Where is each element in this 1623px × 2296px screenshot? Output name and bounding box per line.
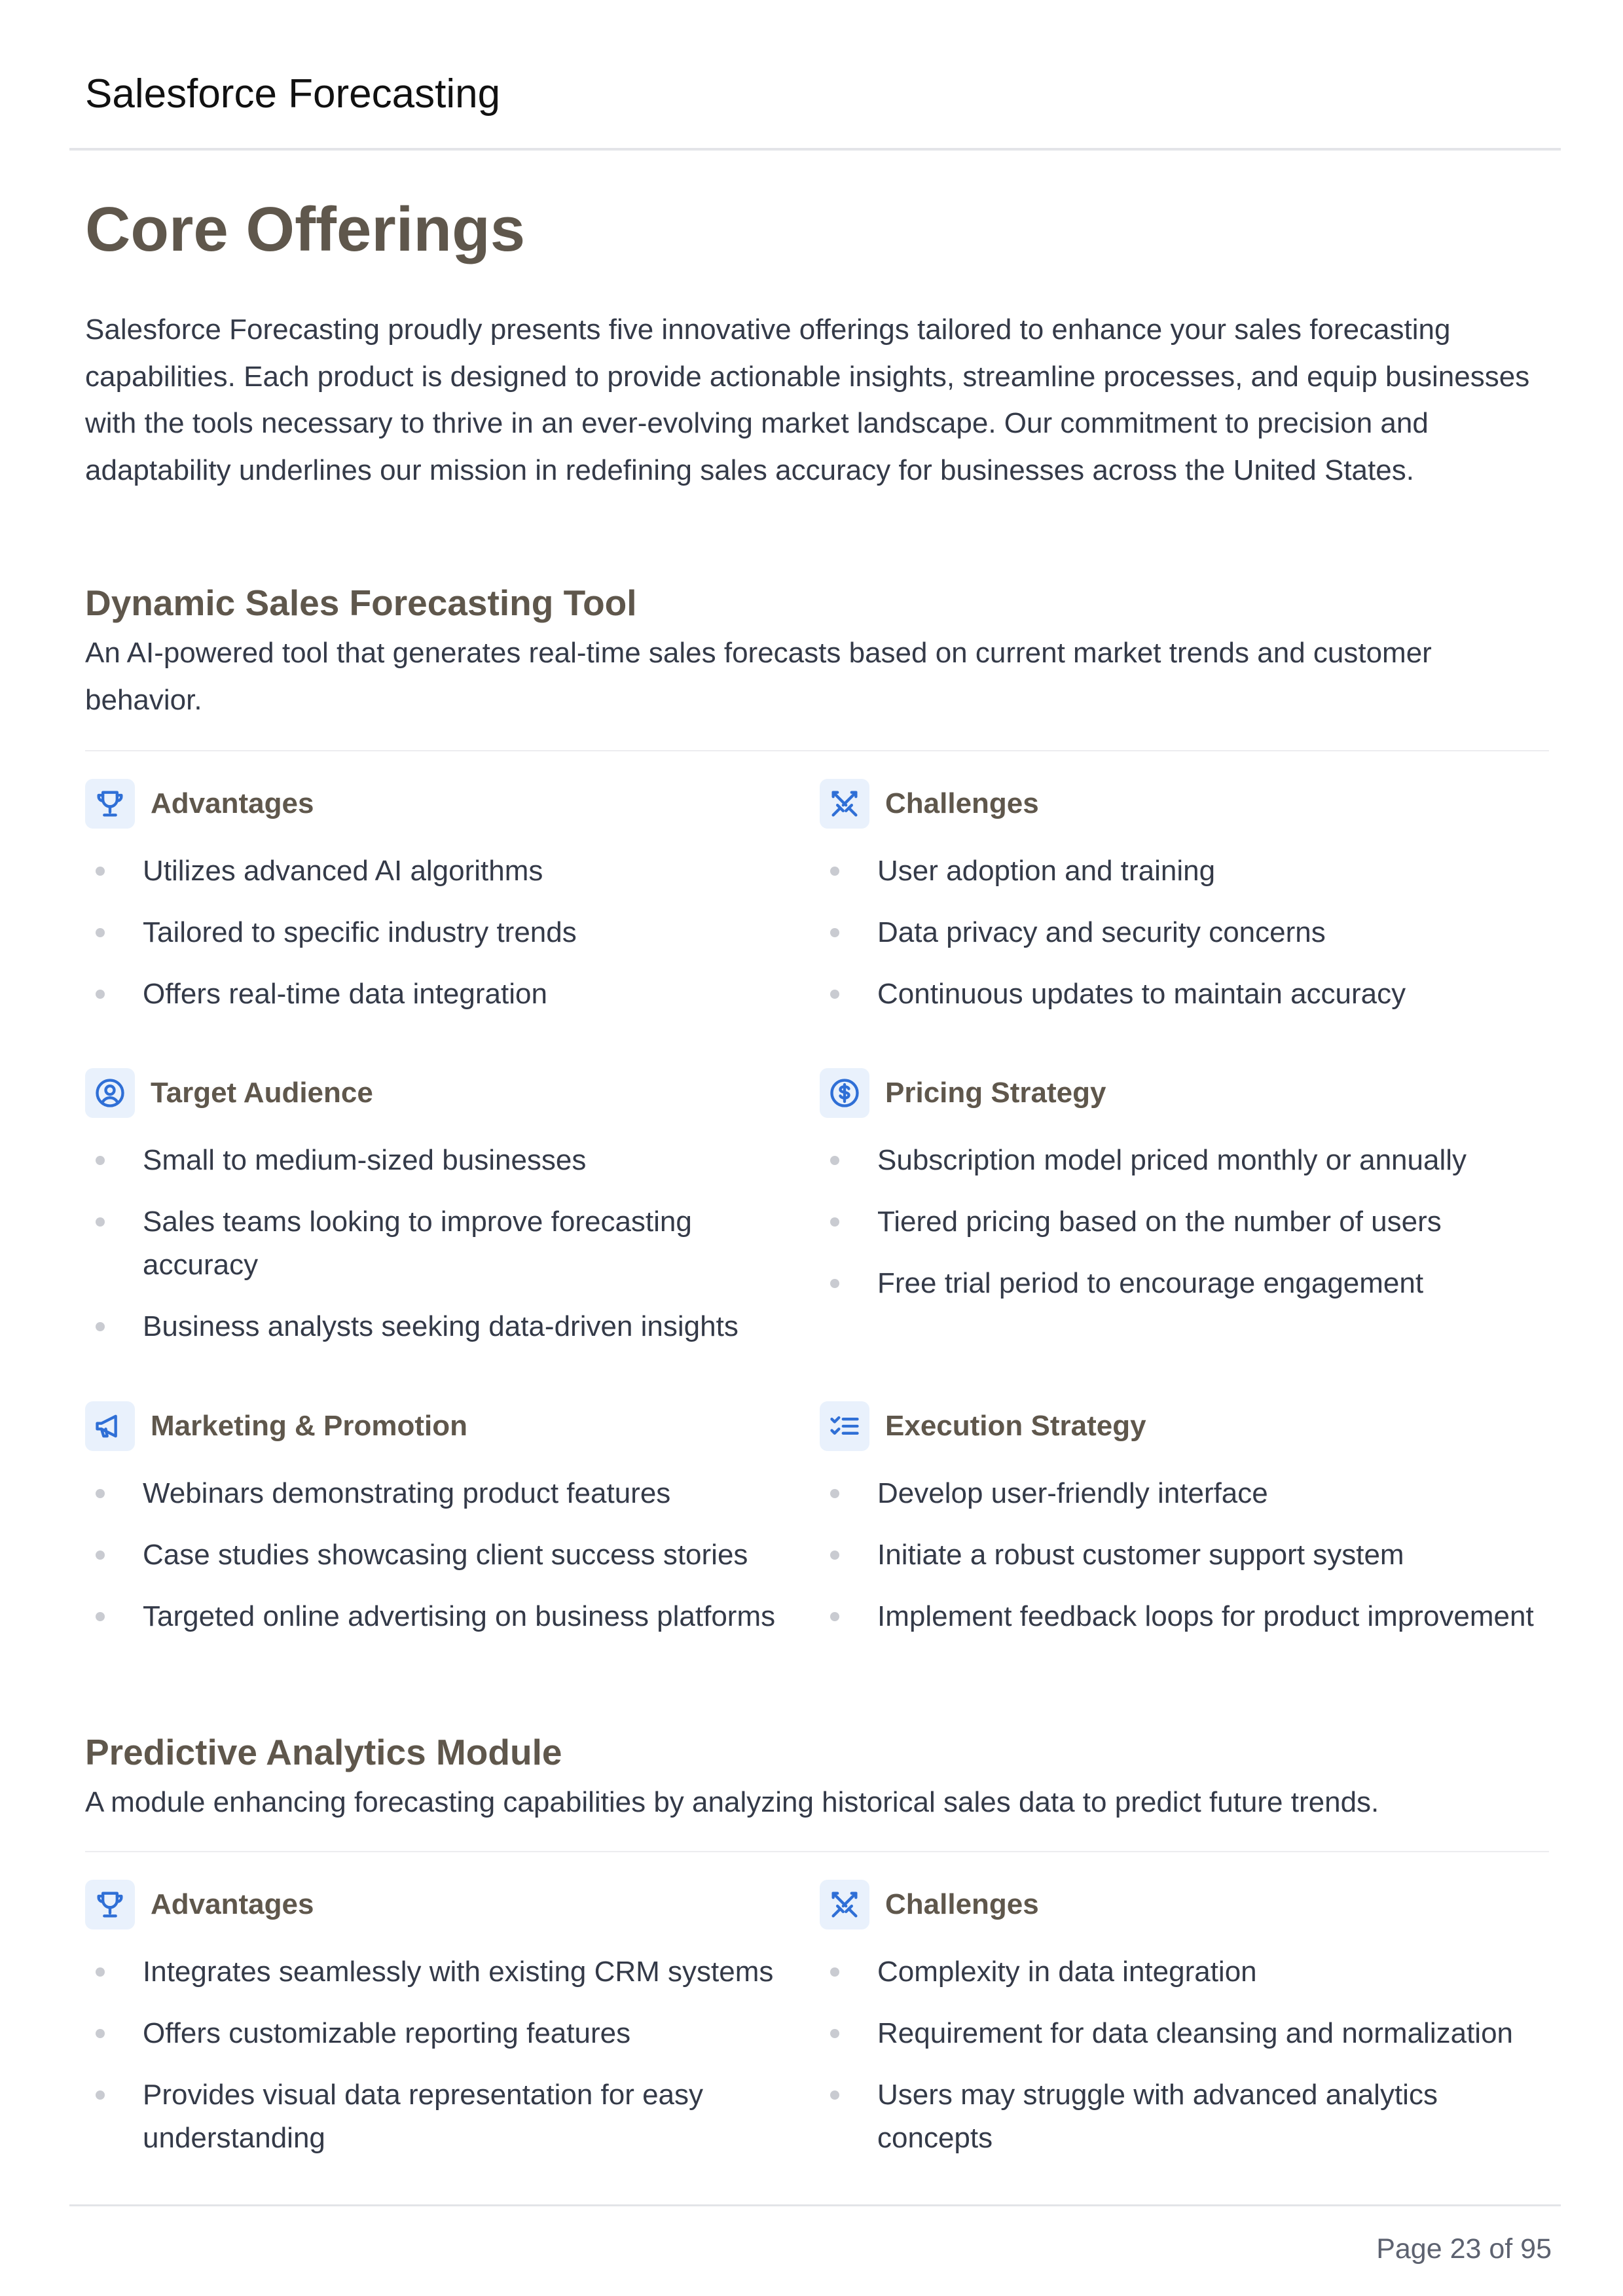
section-title: Execution Strategy xyxy=(885,1410,1146,1442)
list-item: Provides visual data representation for easy understanding xyxy=(85,2073,812,2160)
list-item: Complexity in data integration xyxy=(820,1950,1546,1994)
document-page xyxy=(69,0,1561,2296)
dollar-circle-icon xyxy=(820,1068,869,1118)
section-marketing-promotion xyxy=(85,1401,805,1632)
trophy-icon xyxy=(85,1880,135,1929)
section-advantages xyxy=(85,1880,805,2154)
product-description: A module enhancing forecasting capabilities by analyzing historical sales data to predict future trends. xyxy=(85,1786,1379,1818)
list-item: Implement feedback loops for product improvement xyxy=(820,1595,1546,1638)
footer-divider xyxy=(69,2204,1561,2206)
product-divider xyxy=(85,750,1549,751)
crossed-swords-icon xyxy=(820,1880,869,1929)
list-item: Utilizes advanced AI algorithms xyxy=(85,850,812,893)
list-item: Offers customizable reporting features xyxy=(85,2012,812,2055)
section-title: Pricing Strategy xyxy=(885,1077,1106,1109)
list-item: Data privacy and security concerns xyxy=(820,911,1546,954)
crossed-swords-icon xyxy=(820,779,869,829)
page-number: Page 23 of 95 xyxy=(1376,2233,1552,2265)
section-challenges xyxy=(820,1880,1540,2154)
list-item: Continuous updates to maintain accuracy xyxy=(820,973,1546,1016)
section-title: Challenges xyxy=(885,1888,1039,1920)
list-item: Targeted online advertising on business platforms xyxy=(85,1595,812,1638)
trophy-icon xyxy=(85,779,135,829)
page-header xyxy=(69,0,1561,151)
list-item: Free trial period to encourage engagement xyxy=(820,1262,1546,1305)
user-circle-icon xyxy=(85,1068,135,1118)
section-title: Advantages xyxy=(151,787,314,819)
section-pricing-strategy xyxy=(820,1068,1540,1299)
product-divider xyxy=(85,1851,1549,1852)
checklist-icon xyxy=(820,1401,869,1451)
section-title: Marketing & Promotion xyxy=(151,1410,468,1442)
list-item: Users may struggle with advanced analytics concepts xyxy=(820,2073,1546,2160)
list-item: Case studies showcasing client success stories xyxy=(85,1534,812,1577)
product-title: Dynamic Sales Forecasting Tool xyxy=(85,583,637,623)
product-dynamic-sales-forecasting-tool xyxy=(85,580,1552,723)
product-title: Predictive Analytics Module xyxy=(85,1732,562,1772)
list-item: User adoption and training xyxy=(820,850,1546,893)
list-item: Develop user-friendly interface xyxy=(820,1472,1546,1515)
list-item: Business analysts seeking data-driven insights xyxy=(85,1305,812,1348)
list-item: Tiered pricing based on the number of users xyxy=(820,1200,1546,1244)
megaphone-icon xyxy=(85,1401,135,1451)
list-item: Offers real-time data integration xyxy=(85,973,812,1016)
product-predictive-analytics-module xyxy=(85,1729,1552,1826)
page-title: Core Offerings xyxy=(85,194,526,264)
list-item: Initiate a robust customer support system xyxy=(820,1534,1546,1577)
section-title: Advantages xyxy=(151,1888,314,1920)
list-item: Sales teams looking to improve forecasting accuracy xyxy=(85,1200,812,1287)
list-item: Requirement for data cleansing and normalization xyxy=(820,2012,1546,2055)
section-title: Target Audience xyxy=(151,1077,373,1109)
header-title: Salesforce Forecasting xyxy=(85,71,501,117)
list-item: Subscription model priced monthly or annually xyxy=(820,1139,1546,1182)
section-title: Challenges xyxy=(885,787,1039,819)
list-item: Webinars demonstrating product features xyxy=(85,1472,812,1515)
list-item: Small to medium-sized businesses xyxy=(85,1139,812,1182)
product-description: An AI-powered tool that generates real-time sales forecasts based on current market trends and customer behavior. xyxy=(85,637,1432,716)
intro-paragraph: Salesforce Forecasting proudly presents five innovative offerings tailored to enhance your sales forecasting capabilities. Each product is designed to provide actionable insights, streamline processes, and equip businesses with the tools necessary to thrive in an ever-evolving market landscape. Our commitment to precision and adaptability underlines our mission in redefining sales accuracy for businesses across the United States. xyxy=(85,314,1530,486)
list-item: Integrates seamlessly with existing CRM systems xyxy=(85,1950,812,1994)
section-execution-strategy xyxy=(820,1401,1540,1632)
section-challenges xyxy=(820,779,1540,1010)
list-item: Tailored to specific industry trends xyxy=(85,911,812,954)
section-target-audience xyxy=(85,1068,805,1342)
section-advantages xyxy=(85,779,805,1010)
